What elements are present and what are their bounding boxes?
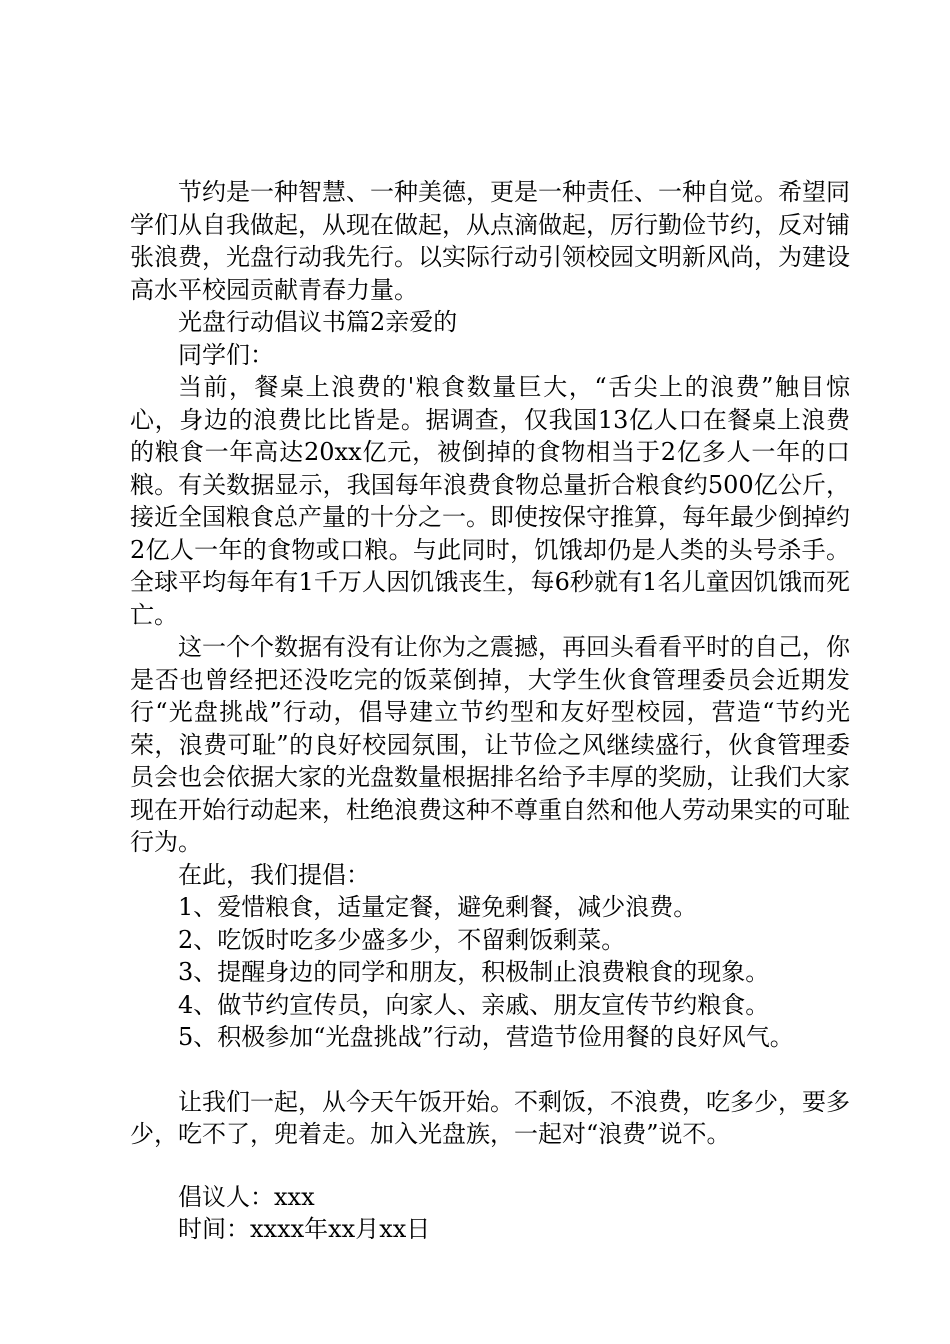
list-item: 2、吃饭时吃多少盛多少，不留剩饭剩菜。 [178, 925, 626, 954]
list-item: 1、爱惜粮食，适量定餐，避免剩餐，减少浪费。 [178, 893, 698, 921]
section-heading: 光盘行动倡议书篇2亲爱的 [178, 308, 458, 336]
paragraph-statistics: 当前，餐桌上浪费的'粮食数量巨大，“舌尖上的浪费”触目惊心，身边的浪费比比皆是。据调查，仅我国13亿人口在餐桌上浪费的粮食一年高达20xx亿元，被倒掉的食物相当于2亿多人一年的口粮。有关数据显示，我国每年浪费食物总量折合粮食约500亿公斤，接近全国粮食总产量的十分之一。即使按保守推算，每年最少倒掉约2亿人一年的食物或口粮。与此同时，饥饿却仍是人类的头号杀手。全球平均每年有1千万人因饥饿丧生，每6秒就有1名儿童因饥饿而死亡。 [130, 373, 850, 629]
list-item: 3、提醒身边的同学和朋友，积极制止浪费粮食的现象。 [178, 958, 770, 986]
proposal-list [130, 891, 850, 1054]
paragraph-closing-appeal: 节约是一种智慧、一种美德，更是一种责任、一种自觉。希望同学们从自我做起，从现在做起，从点滴做起，厉行勤俭节约，反对铺张浪费，光盘行动我先行。以实际行动引领校园文明新风尚，为建设高水平校园贡献青春力量。 [130, 178, 850, 304]
initiator-line: 倡议人：xxx [178, 1182, 315, 1211]
spacer [130, 1054, 850, 1086]
spacer [130, 1151, 850, 1181]
date-line: 时间：xxxx年xx月xx日 [178, 1215, 431, 1243]
list-item: 4、做节约宣传员，向家人、亲戚、朋友宣传节约粮食。 [178, 990, 770, 1019]
proposal-intro: 在此，我们提倡： [178, 860, 370, 889]
list-item: 5、积极参加“光盘挑战”行动，营造节俭用餐的良好风气。 [178, 1023, 794, 1051]
paragraph-campaign: 这一个个数据有没有让你为之震撼，再回头看看平时的自己，你是否也曾经把还没吃完的饭菜倒掉，大学生伙食管理委员会近期发行“光盘挑战”行动，倡导建立节约型和友好型校园，营造“节约光荣，浪费可耻”的良好校园氛围，让节俭之风继续盛行，伙食管理委员会也会依据大家的光盘数量根据排名给予丰厚的奖励，让我们大家现在开始行动起来，杜绝浪费这种不尊重自然和他人劳动果实的可耻行为。 [130, 633, 850, 856]
salutation: 同学们： [178, 340, 274, 369]
paragraph-call-to-action: 让我们一起，从今天午饭开始。不剩饭，不浪费，吃多少，要多少，吃不了，兜着走。加入光盘族，一起对“浪费”说不。 [130, 1087, 850, 1148]
document-body [130, 176, 850, 1246]
